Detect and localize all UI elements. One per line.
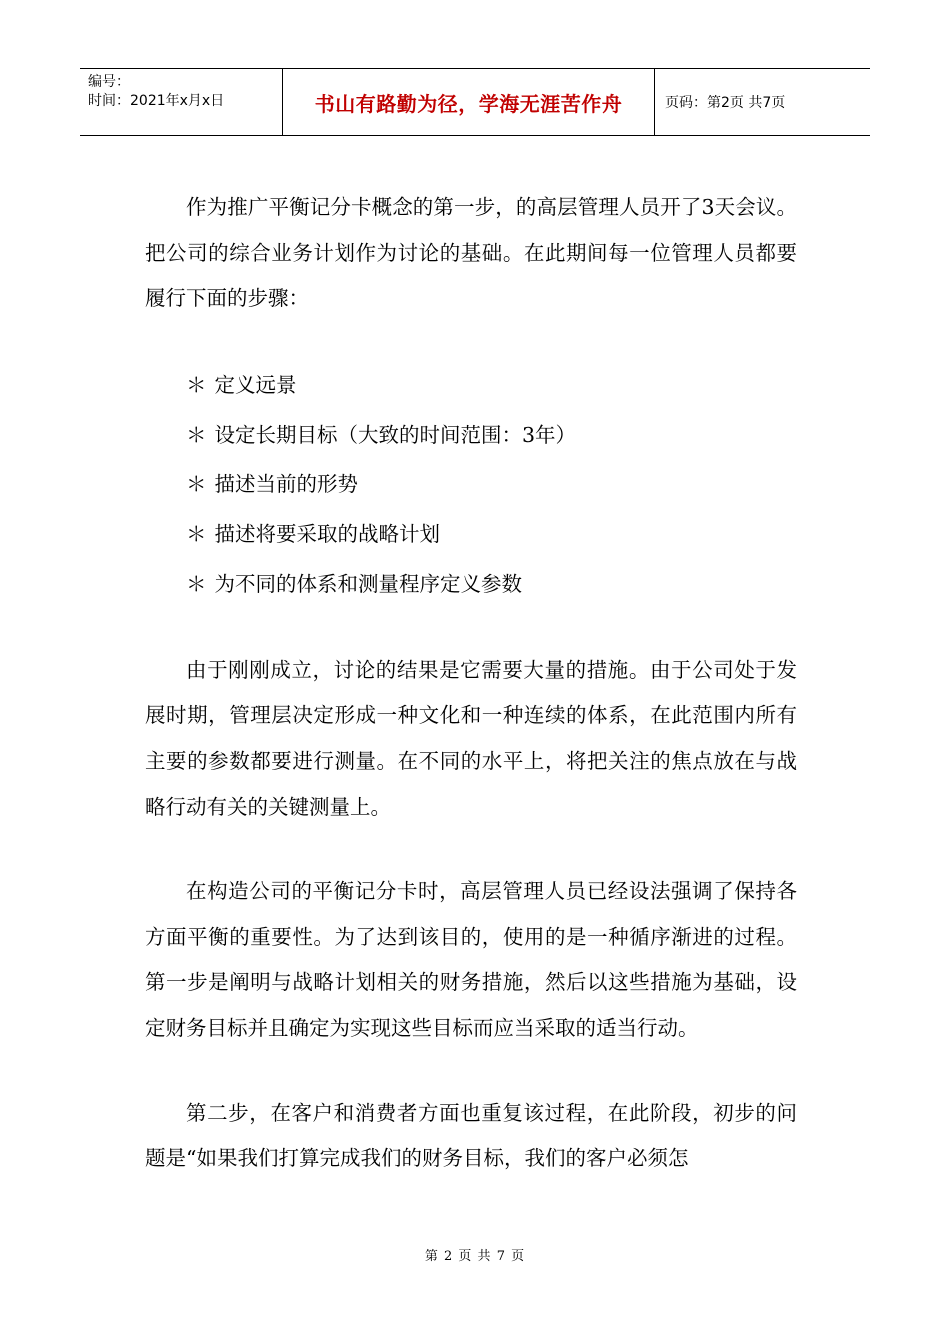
paragraph-3: 在构造公司的平衡记分卡时，高层管理人员已经设法强调了保持各方面平衡的重要性。为了达到该目的，使用的是一种循序渐进的过程。第一步是阐明与战略计划相关的财务措施，然后以这些措施为基础，设定财务目标并且确定为实现这些目标而应当采取的适当行动。	[145, 879, 797, 1040]
list-item	[145, 361, 797, 411]
list-item-text: 描述将要采取的战略计划	[214, 522, 440, 547]
page-number-label: 页码：第2页 共7页	[665, 95, 786, 111]
paragraph-4: 第二步，在客户和消费者方面也重复该过程，在此阶段，初步的问题是“如果我们打算完成我们的财务目标，我们的客户必须怎	[145, 1100, 797, 1171]
bullet-mark: ＊	[186, 372, 207, 397]
paragraph-2: 由于刚刚成立，讨论的结果是它需要大量的措施。由于公司处于发展时期，管理层决定形成一种文化和一种连续的体系，在此范围内所有主要的参数都要进行测量。在不同的水平上，将把关注的焦点放在与战略行动有关的关键测量上。	[145, 657, 797, 819]
list-item	[145, 510, 797, 560]
bullet-mark: ＊	[186, 522, 207, 547]
bullet-mark: ＊	[186, 422, 207, 447]
list-item-text: 设定长期目标（大致的时间范围：3年）	[214, 422, 577, 447]
header-info-cell	[80, 69, 283, 135]
list-item	[145, 411, 797, 461]
paragraph-1: 作为推广平衡记分卡概念的第一步，的高层管理人员开了3天会议。把公司的综合业务计划作为讨论的基础。在此期间每一位管理人员都要履行下面的步骤：	[145, 195, 797, 311]
steps-list	[145, 361, 797, 610]
header-table	[80, 68, 870, 136]
list-item-text: 定义远景	[214, 372, 297, 397]
header-page-cell	[655, 69, 870, 135]
list-item	[145, 560, 797, 610]
list-item-text: 为不同的体系和测量程序定义参数	[214, 571, 522, 596]
motto-text: 书山有路勤为径，学海无涯苦作舟	[314, 91, 623, 116]
code-label: 编号：	[88, 74, 130, 90]
page-footer: 第 2 页 共 7 页	[424, 1249, 526, 1264]
bullet-mark: ＊	[186, 571, 207, 596]
bullet-mark: ＊	[186, 472, 207, 497]
list-item	[145, 460, 797, 510]
document-body	[145, 185, 797, 1182]
list-item-text: 描述当前的形势	[214, 472, 358, 497]
header-motto-cell	[283, 69, 655, 135]
date-label: 时间：2021年x月x日	[88, 93, 225, 109]
